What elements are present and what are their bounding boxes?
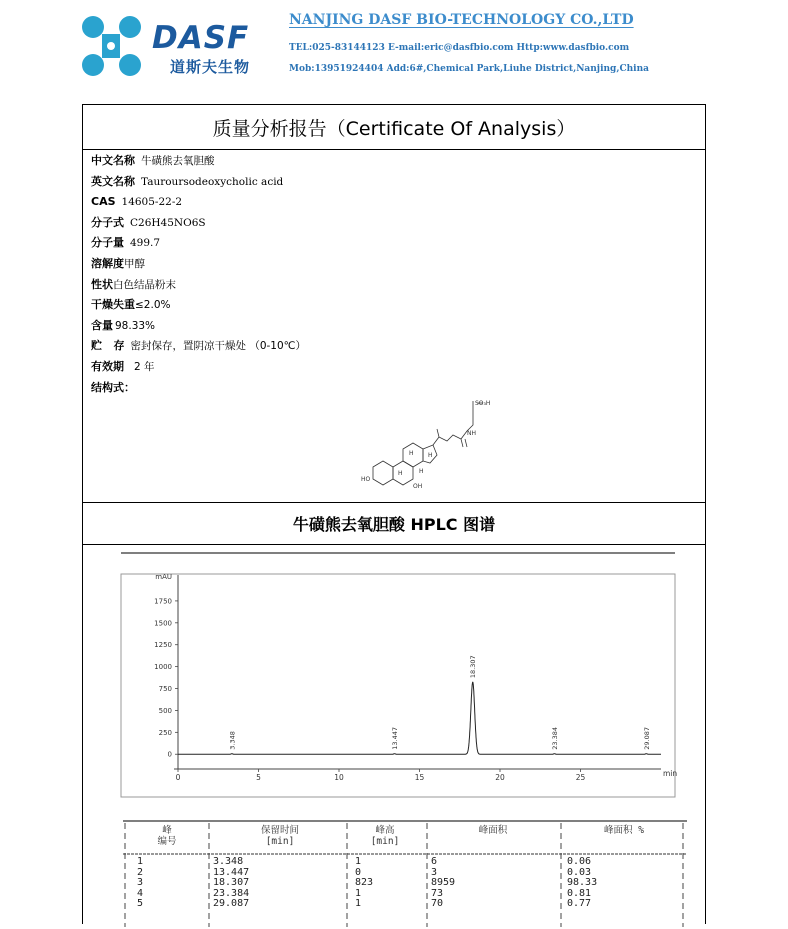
peak-label: 18.307 [469, 655, 478, 679]
info-value: 2 年 [134, 360, 155, 373]
peak-table-header-area [453, 825, 533, 836]
info-row-storage [91, 336, 691, 357]
product-info [91, 151, 691, 398]
peak-area-percent: 0.03 [567, 866, 592, 878]
info-value: ≤2.0% [135, 299, 171, 312]
peak-retention-time: 23.384 [213, 887, 250, 899]
info-value: 499.7 [130, 237, 161, 250]
info-value: 密封保存，置阴凉干燥处 （0-10℃） [130, 340, 306, 353]
peak-retention-time: 29.087 [213, 898, 250, 909]
brand-name: DASF [152, 20, 250, 56]
info-label: 溶解度 [91, 256, 124, 270]
info-label: 干燥失重 [91, 298, 135, 312]
x-tick-label: 0 [175, 773, 181, 782]
brand-name-chinese: 道斯夫生物 [170, 58, 251, 76]
contact-line-2: Mob:13951924404 Add:6#,Chemical Park,Liuhe District,Nanjing,China [289, 64, 649, 74]
peak-height: 823 [355, 877, 374, 888]
x-tick-label: 10 [334, 773, 344, 782]
peak-table-header-area-percent [579, 825, 669, 836]
contact-line-1: TEL:025-83144123 E-mail:eric@dasfbio.com Http:www.dasfbio.com [289, 43, 630, 53]
info-label: 含量 [91, 318, 113, 332]
peak-area: 8959 [431, 877, 456, 888]
peak-area: 70 [431, 898, 444, 909]
info-row-loss-on-drying [91, 295, 691, 316]
info-label: 贮 存 [91, 339, 125, 353]
peak-number: 4 [137, 887, 144, 899]
info-row-molecular-weight [91, 233, 691, 254]
header-line: 峰面积 % [604, 825, 644, 836]
peak-table-header-number [147, 825, 187, 847]
header-line: 峰 [162, 825, 172, 836]
structure-label-so3h: SO₃H [475, 400, 491, 407]
chromatogram-trace [178, 682, 661, 754]
y-tick-label: 750 [158, 685, 172, 694]
info-row-shelf-life [91, 357, 691, 378]
info-label: 性状 [91, 277, 113, 291]
info-value: 98.33% [115, 319, 156, 332]
peak-height: 1 [355, 898, 362, 909]
certificate-title: 质量分析报告（Certificate Of Analysis） [83, 105, 705, 150]
x-tick-label: 25 [575, 773, 586, 782]
info-label: 分子量 [91, 236, 124, 250]
header-line: [min] [265, 836, 295, 847]
info-value: Tauroursodeoxycholic acid [141, 175, 284, 188]
y-axis-label: mAU [155, 573, 172, 581]
peak-area: 6 [431, 856, 438, 867]
info-label: CAS [91, 195, 116, 209]
info-row-assay [91, 316, 691, 337]
peak-area-percent: 98.33 [567, 877, 598, 888]
info-label: 有效期 [91, 359, 124, 373]
info-label: 中文名称 [91, 154, 135, 167]
peak-label: 23.384 [550, 726, 559, 750]
info-value: 甲醇 [124, 257, 145, 270]
peak-table [123, 819, 687, 929]
peak-retention-time: 3.348 [213, 856, 244, 867]
structure-label-nh: NH [467, 430, 476, 437]
info-row-appearance [91, 275, 691, 296]
dasf-logo-icon [74, 10, 149, 82]
structure-label-oh: OH [413, 483, 423, 490]
peak-table-header-height [355, 825, 415, 847]
hplc-title: 牛磺熊去氧胆酸 HPLC 图谱 [292, 515, 496, 534]
structural-formula [353, 395, 503, 495]
x-tick-label: 20 [495, 773, 505, 782]
peak-label: 29.087 [642, 726, 651, 750]
y-tick-label: 1000 [154, 663, 172, 672]
peak-area-percent: 0.77 [567, 898, 592, 909]
y-tick-label: 1250 [154, 641, 172, 650]
structure-label-h: H [419, 468, 424, 475]
company-name: NANJING DASF BIO-TECHNOLOGY CO.,LTD [289, 12, 634, 28]
x-tick-label: 15 [414, 773, 425, 782]
peak-number: 5 [137, 898, 144, 909]
info-row-cas [91, 192, 691, 213]
peak-retention-time: 13.447 [213, 866, 250, 878]
info-row-chinese-name [91, 151, 691, 172]
x-tick-label: 5 [256, 773, 261, 782]
y-tick-label: 500 [158, 706, 172, 715]
structure-label-ho: HO [361, 476, 371, 483]
info-row-solubility [91, 254, 691, 275]
peak-height: 1 [355, 887, 362, 899]
hplc-chromatogram [113, 545, 683, 807]
structure-label-h: H [398, 470, 403, 477]
y-tick-label: 1500 [154, 619, 172, 628]
header-line: 保留时间 [260, 825, 299, 836]
info-value: 牛磺熊去氧胆酸 [141, 155, 215, 167]
y-tick-label: 0 [167, 750, 172, 759]
peak-label: 3.348 [228, 731, 237, 750]
header-line: 峰面积 [478, 825, 508, 836]
peak-label: 13.447 [390, 726, 399, 750]
peak-area: 3 [431, 866, 438, 878]
structure-label-h: H [409, 450, 414, 457]
peak-area-percent: 0.06 [567, 856, 592, 867]
info-label: 分子式 [91, 215, 124, 229]
info-value: C26H45NO6S [130, 216, 206, 229]
x-axis-label: min [663, 769, 678, 778]
peak-area: 73 [431, 887, 444, 899]
peak-number: 2 [137, 866, 144, 878]
peak-height: 1 [355, 856, 362, 867]
y-tick-label: 1750 [154, 597, 172, 606]
peak-height: 0 [355, 866, 362, 878]
header-line: 编号 [157, 836, 177, 847]
header-line: [min] [370, 836, 400, 847]
info-row-formula [91, 213, 691, 234]
y-tick-label: 250 [158, 728, 172, 737]
info-value: 白色结晶粉末 [113, 278, 176, 291]
header-line: 峰高 [375, 825, 395, 836]
info-row-english-name [91, 172, 691, 193]
info-value: 14605-22-2 [121, 196, 183, 209]
peak-retention-time: 18.307 [213, 877, 250, 888]
peak-number: 1 [137, 856, 144, 867]
peak-table-header-retention-time [235, 825, 325, 847]
info-label: 英文名称 [91, 174, 135, 188]
letterhead [0, 0, 788, 100]
peak-number: 3 [137, 877, 144, 888]
certificate-frame [82, 104, 706, 924]
info-label: 结构式： [91, 380, 135, 394]
structure-label-h: H [428, 452, 433, 459]
peak-area-percent: 0.81 [567, 887, 592, 899]
